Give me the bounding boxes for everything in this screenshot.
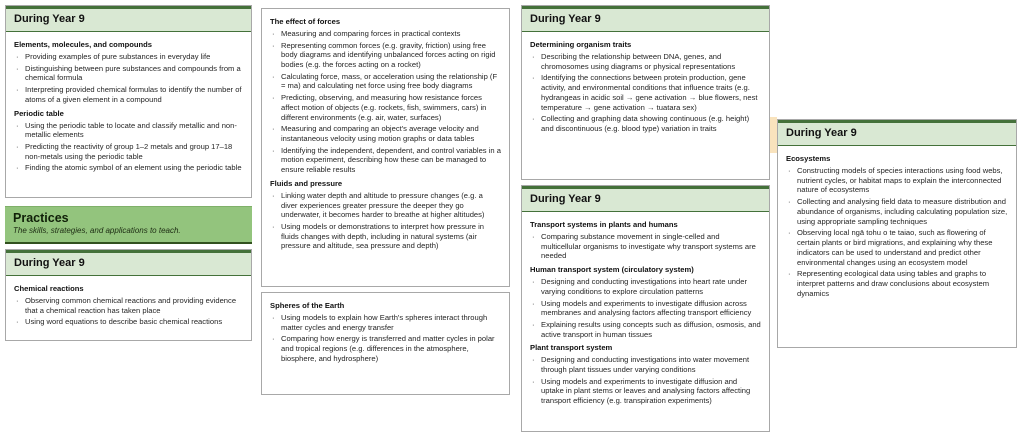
- bullet-item: · Collecting and graphing data showing continuous (e.g. height) and discontinuous (e.g. blood type) variation in traits: [530, 114, 761, 133]
- bullet-item: · Predicting the reactivity of group 1–2 metals and group 17–18 non-metals using the periodic table: [14, 142, 243, 161]
- content-box-spheres: [261, 292, 510, 395]
- bullet-item: · Representing ecological data using tables and graphs to interpret patterns and draw conclusions about ecosystem dynamics: [786, 269, 1008, 298]
- section-heading-organism-traits: Determining organism traits: [530, 40, 632, 50]
- section-heading-elements: Elements, molecules, and compounds: [14, 40, 152, 50]
- section-heading-ecosystems: Ecosystems: [786, 154, 831, 164]
- practices-panel: [5, 206, 252, 244]
- bullet-item: · Observing common chemical reactions and providing evidence that a chemical reaction has taken place: [14, 296, 243, 315]
- bullet-item: · Measuring and comparing an object's average velocity and instantaneous velocity using motion graphs or data tables: [270, 124, 501, 143]
- bullet-item: · Using the periodic table to locate and classify metallic and non-metallic elements: [14, 121, 243, 140]
- section-heading-chemical-reactions: Chemical reactions: [14, 284, 84, 294]
- bullet-item: · Comparing how energy is transferred and matter cycles in polar and tropical regions (e.g. differences in the atmosphere, biosphere, and hydrosphere): [270, 334, 501, 363]
- adjacent-table-fragment: [770, 117, 777, 153]
- bullet-item: · Measuring and comparing forces in practical contexts: [270, 29, 501, 39]
- section-heading-fluids-pressure: Fluids and pressure: [270, 178, 343, 188]
- bullet-item: · Calculating force, mass, or acceleration using the relationship (F = ma) and calculating net force using free body diagrams: [270, 72, 501, 91]
- bullet-item: · Designing and conducting investigations into water movement through plant tissues under varying conditions: [530, 355, 761, 374]
- box-body: [262, 293, 509, 371]
- bullet-item: · Linking water depth and altitude to pressure changes (e.g. a diver experiences greater pressure the deeper they go underwater, it becomes harder to breathe at higher altitudes): [270, 191, 501, 220]
- box-body: [778, 146, 1016, 306]
- bullet-item: · Providing examples of pure substances in everyday life: [14, 52, 243, 62]
- bullet-item: · Observing local ngā tohu o te taiao, such as flowering of certain plants or bird migrations, and explaining why these indicators can be used to understand and predict other environmental changes using an ecosystem model: [786, 228, 1008, 267]
- column-ecosystems: [777, 0, 1017, 433]
- section-heading-effect-of-forces: The effect of forces: [270, 17, 341, 26]
- bullet-item: · Describing the relationship between DNA, genes, and chromosomes using diagrams or physical representations: [530, 52, 761, 71]
- bullet-item: · Identifying the independent, dependent, and control variables in a motion experiment, describing how these can be managed to ensure reliable results: [270, 146, 501, 175]
- bullet-item: · Using models to explain how Earth's spheres interact through matter cycles and energy transfer: [270, 313, 501, 332]
- bullet-item: · Using models and experiments to investigate diffusion across membranes and analysing factors affecting transport efficiency: [530, 299, 761, 318]
- during-year-9-header: During Year 9: [522, 186, 769, 212]
- during-year-9-header: During Year 9: [778, 120, 1016, 146]
- bullet-item: · Identifying the connections between protein production, gene activity, and environmental conditions that influence traits (e.g. hydrangeas in acidic soil → gene activation → blue flowers, nest temperature → gene activation → tuatara sex): [530, 73, 761, 112]
- content-box-organism-traits: [521, 5, 770, 180]
- box-body: [6, 276, 251, 335]
- bullet-item: · Constructing models of species interactions using food webs, nutrient cycles, or habitat maps to explain the interconnected nature of ecosystems: [786, 166, 1008, 195]
- section-heading-plant-transport: Plant transport system: [530, 343, 613, 353]
- content-box-forces: [261, 8, 510, 287]
- during-year-9-header: During Year 9: [522, 6, 769, 32]
- bullet-item: · Distinguishing between pure substances and compounds from a chemical formula: [14, 64, 243, 83]
- bullet-item: · Using models and experiments to investigate diffusion and uptake in plant stems or leaves and analysing factors affecting transport efficiency (e.g. transpiration experiments): [530, 377, 761, 406]
- box-body: [262, 9, 509, 259]
- bullet-item: · Predicting, observing, and measuring how resistance forces affect motion of objects (e.g. rockets, fish, swimmers, cars) in different environments (e.g. air, water, surfaces): [270, 93, 501, 122]
- bullet-item: · Representing common forces (e.g. gravity, friction) using free body diagrams and identifying unbalanced forces acting on rigid bodies (e.g. the forces acting on a rocket): [270, 41, 501, 70]
- column-chemistry: [5, 0, 252, 433]
- section-heading-transport-systems: Transport systems in plants and humans: [530, 220, 678, 230]
- box-body: [6, 32, 251, 181]
- content-box-chemical-reactions: [5, 249, 252, 341]
- box-body: [522, 32, 769, 142]
- bullet-item: · Comparing substance movement in single-celled and multicellular organisms to investigate why transport systems are needed: [530, 232, 761, 261]
- section-heading-spheres-of-earth: Spheres of the Earth: [270, 301, 345, 310]
- bullet-item: · Using word equations to describe basic chemical reactions: [14, 317, 243, 327]
- practices-subtitle: The skills, strategies, and applications to teach.: [13, 226, 181, 236]
- during-year-9-header: During Year 9: [6, 6, 251, 32]
- bullet-item: · Finding the atomic symbol of an element using the periodic table: [14, 163, 243, 173]
- practices-title: Practices: [13, 211, 69, 225]
- bullet-item: · Using models or demonstrations to interpret how pressure in fluids changes with depth, including in natural systems (air pressure and altitude, sea pressure and depth): [270, 222, 501, 251]
- content-box-ecosystems: [777, 119, 1017, 348]
- bullet-item: · Collecting and analysing field data to measure distribution and abundance of organisms, including calculating population size, using appropriate sampling techniques: [786, 197, 1008, 226]
- bullet-item: · Designing and conducting investigations into heart rate under varying conditions to explore circulation patterns: [530, 277, 761, 296]
- content-box-transport-systems: [521, 185, 770, 432]
- column-biology: [521, 0, 770, 433]
- content-box-elements: [5, 5, 252, 198]
- column-physics-earth: [261, 0, 510, 433]
- bullet-item: · Explaining results using concepts such as diffusion, osmosis, and active transport in human tissues: [530, 320, 761, 339]
- bullet-item: · Interpreting provided chemical formulas to identify the number of atoms of a given element in a compound: [14, 85, 243, 104]
- box-body: [522, 212, 769, 414]
- section-heading-periodic-table: Periodic table: [14, 108, 64, 118]
- during-year-9-header: During Year 9: [6, 250, 251, 276]
- section-heading-human-transport: Human transport system (circulatory system): [530, 265, 694, 275]
